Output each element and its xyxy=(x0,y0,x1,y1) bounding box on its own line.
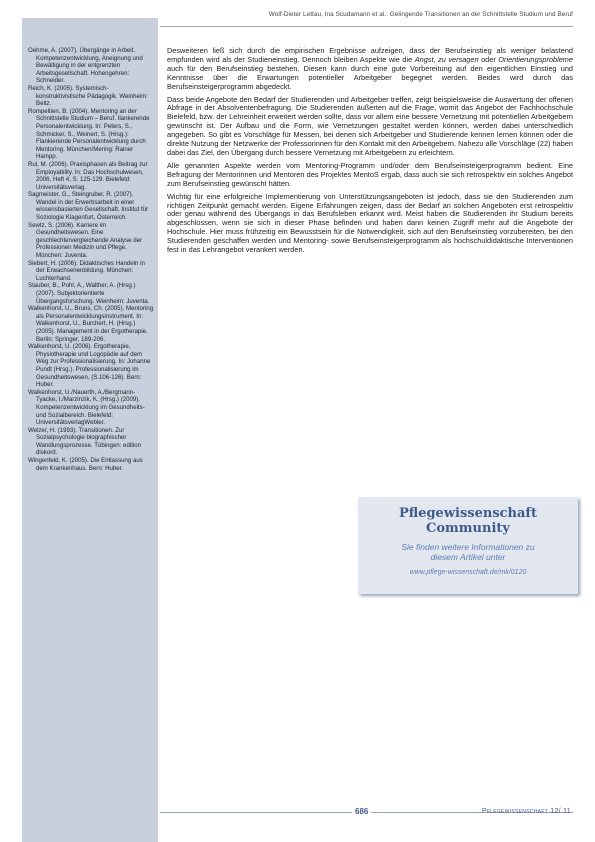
page-number: 686 xyxy=(352,807,371,816)
promo-title-line1: Pflegewissenschaft xyxy=(398,506,538,521)
community-promo-box xyxy=(358,497,578,594)
body-text: Desweiteren ließ sich durch die empirischen Ergebnisse aufzeigen, dass der Berufseinstieg als weniger belastend empfunden wird als der Studieneinstieg. Dennoch bleiben Aspekte wie die xyxy=(167,46,573,64)
reference-item: Sagmeister, G., Steingruber, R. (2007). Wandel in der Erwerbsarbeit in einer wissensbasierten Gesellschaft. Institut für Soziologie Klagenfurt, Österreich. xyxy=(28,191,149,222)
running-head: Wolf-Dieter Lettau, Ina Scudamann et al.: Gelingende Transitionen an der Schnittstelle Studium und Beruf xyxy=(268,11,573,18)
body-emphasis: Angst, zu versagen xyxy=(414,54,479,64)
reference-item: Walkenhorst, U., Bruns, Ch. (2005). Mentoring als Personalentwicklungsinstrument. In: Walkenhorst, U., Burchert, H. (Hrsg.) (2005). Management in der Ergotherapie. Berlin: Springer, 189-206. xyxy=(28,305,154,343)
reference-item: Siebert, H. (2006). Didaktisches Handeln in der Erwachsenenbildung. München: Luchterhand. xyxy=(28,259,145,282)
reference-item: Rul, M. (2006). Praxisphasen als Beitrag zur Employability. In: Das Hochschulwesen, 2006, Heft 4, S. 125-129. Bielefeld: Universitätsverlag. xyxy=(28,160,148,191)
body-paragraph-2: Dass beide Angebote den Bedarf der Studierenden und Arbeitgeber treffen, zeigt beispielsweise die Auswertung der offenen Abfrage in der Absolventenbefragung. Die Studierenden äußerten auf die Frage, womit das Angebot der Fachhochschule Bielefeld, bzw. der Lehreinheit erweitert werden sollte, dass vor allem eine bessere Vernetzung mit potentiellen Arbeitgebern gewünscht ist. Der Aufbau und die Form, wie Vernetzungen gestaltet werden können, werden dabei unterschiedlich angegeben. So gibt es Vorschläge für Messen, bei denen sich Arbeitgeber und Studierende kennen lernen können oder die direkte Nutzung der Netzwerke der Professorinnen für den Kontakt mit den Arbeitgebern. Nahezu alle Vorschläge (22) haben dabei das Ziel, den Übergang durch bessere Vernetzung mit Arbeitgebern zu erleichtern. xyxy=(167,94,573,157)
running-head-bar xyxy=(160,8,573,27)
article-body xyxy=(167,47,573,259)
body-text: oder xyxy=(478,54,499,64)
references-list xyxy=(28,47,154,472)
promo-url-link[interactable]: www.pflege-wissenschaft.de/mk/0120 xyxy=(409,569,527,576)
body-paragraph-4: Wichtig für eine erfolgreiche Implementierung von Unterstützungsangeboten ist jedoch, dass sie den Studierenden zum richtigen Zeitpunkt gemacht werden. Eigene Erfahrungen zeigen, dass der Bedarf an solchen Angeboten erst retrospektiv oder genau während des Übergangs in das Berufsleben erkannt wird. Meist haben die Studierenden ihr Studium bereits abgeschlossen, wenn sie sich in dieser Phase befinden und haben dann keinen Zugriff mehr auf die Angebote der Hochschule. Hier muss frühzeitig ein Bewusstsein für die Notwendigkeit, sich auf den Berufseinstieg vorzubereiten, bei den Studierenden geschaffen werden und Mentoring- sowie Berufseinsteigerprogramm als hochschuldidaktische Interventionen fest in das Lehrangebot verankert werden. xyxy=(167,191,573,255)
reference-item: Wingenfeld, K. (2005). Die Entlassung aus dem Krankenhaus. Bern: Huber. xyxy=(28,457,143,472)
reference-item: Sewtz, S. (2006). Karriere im Gesundheitswesen. Eine geschlechtervergleichende Analyse der Professionen Medizin und Pflege. München: Juventa. xyxy=(28,221,143,260)
reference-item: Walkenhorst, U./Nauerth, A./Bergmann-Tyacke, I./Marzinzik, K. (Hrsg.) (2009). Kompetenzentwicklung im Gesundheits- und Sozialbereich. Bielefeld: UniversitätsverlagWebler. xyxy=(28,388,145,427)
promo-subtitle-line2: diesem Artikel unter xyxy=(430,552,506,562)
promo-subtitle xyxy=(358,542,578,562)
body-text: auch für den Berufseinstieg bestehen. Diesen kann durch eine gute Vorbereitung auf den eigentlichen Einstieg und Kenntnisse über die Erwartungen potentieller Arbeitgeber begegnet werden. Beides wird durch das Berufseinsteigerprogramm abgedeckt. xyxy=(167,63,573,91)
promo-title xyxy=(358,506,578,536)
reference-item: Oehme, A. (2007). Übergänge in Arbeit. Kompetenzentwicklung, Aneignung und Bewältigung in der entgrenzten Arbeitsgesellschaft. Hohengehren: Schneider. xyxy=(28,47,143,85)
journal-issue: Pflegewissenschaft 12/ 11 xyxy=(481,808,571,815)
reference-item: Walkenhorst, U. (2006). Ergotherapie, Physiotherapie und Logopädie auf dem Weg zur Professionalisierung. In: Johanne Pundt (Hrsg.). Professionalisierung im Gesundheitswesen, (S.106-126). Bern: Huber. xyxy=(28,343,151,389)
body-paragraph-1 xyxy=(167,47,573,92)
promo-title-line2: Community xyxy=(426,521,510,536)
promo-subtitle-line1: Sie finden weitere Informationen zu xyxy=(401,542,535,552)
body-paragraph-3: Alle genannten Aspekte werden vom Mentoring-Programm und/oder dem Berufseinsteigerprogramm bedient. Eine Befragung der Mentorinnen und Mentoren des Projektes MentoS ergab, dass auch sie sich retrospektiv ein solches Angebot zum Berufseinstieg gewünscht hätten. xyxy=(167,160,573,188)
reference-item: Welzer, H. (1993). Transitionen. Zur Sozialpsychologie biographischer Wandlungsprozesse. Tübingen: edition diskord. xyxy=(28,426,142,457)
body-emphasis: Orientierungsprobleme xyxy=(498,54,573,64)
reference-item: Reich, K. (2005). Systemisch-konstruktivistische Pädagogik. Weinheim: Beltz. xyxy=(28,84,148,108)
reference-item: Rompeltien, B. (2004). Mentoring an der Schnittstelle Studium – Beruf. Ilankerende Personalentwicklung. In: Peters, S., Schmicker, S., Weinert, S. (Hrsg.): Flankierende Personalentwicklung durch Mentoring. München/Mering: Rainer Hampp. xyxy=(28,107,150,161)
reference-item: Stauber, B., Pohl, A., Walther, A. (Hrsg.) (2007). Subjektorientierte Übergangsforschung. Weinheim: Juventa. xyxy=(28,282,150,305)
